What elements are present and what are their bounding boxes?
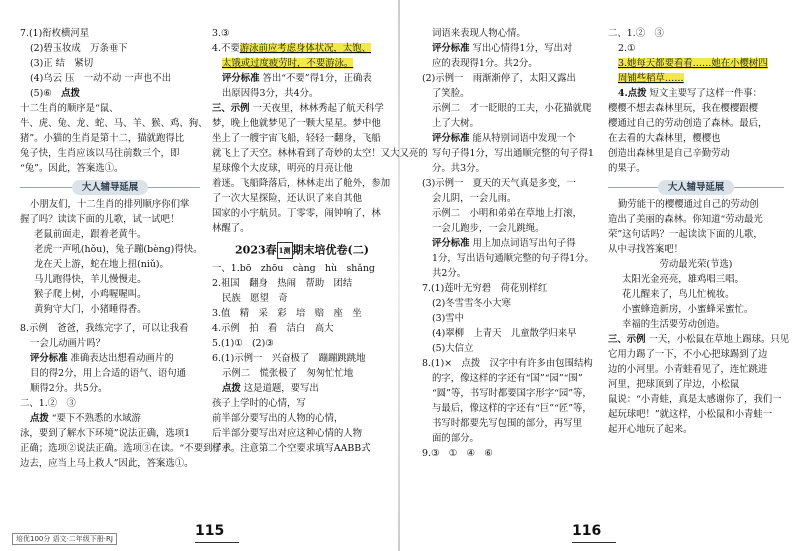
r-score2-2: 写句子得1分，写出通顺完整的句子得1 <box>432 148 594 159</box>
r2-body-6: 的果子。 <box>608 163 646 174</box>
q7-l1: 7.(1)衔枚横河星 <box>20 28 90 39</box>
r-q8-4: 与最后，像这样的字还有“巨”“匠”等， <box>432 403 592 414</box>
q8-l2: 一会儿动画片吗？ <box>30 338 106 349</box>
story-l6: 着迷。飞船降落后，林林走出了舱外，参加 <box>212 178 391 189</box>
r-intro: 词语来表现人物心情。 <box>432 28 526 39</box>
story-l9: 林醒了。 <box>212 223 250 234</box>
sec2-title: 二、1.② ③ <box>20 398 76 409</box>
q2-body-2: 泳，要到了解水下环境”说法正确，选项1 <box>20 428 191 439</box>
r2-poem-4: 幸福的生活要劳动创造。 <box>622 319 726 330</box>
r-q7-1: 7.(1)莲叶无穷碧 荷花别样红 <box>422 283 548 294</box>
q2-words-1: 2.祖国 翻身 热闹 帮助 团结 <box>212 278 353 289</box>
poem-2: 老虎一声吼(hǒu)，兔子蹦(bèng)得快。 <box>34 244 203 255</box>
poem-4: 马儿跑得快，羊儿慢慢走。 <box>34 274 147 285</box>
r2-body-2: 樱樱不想去森林里玩，我在樱樱跟樱 <box>608 103 759 114</box>
r2-story-7: 起开心地玩了起来。 <box>608 424 693 435</box>
right-col2 <box>608 26 790 437</box>
poem-3: 龙在天上游，蛇在地上扭(niǔ)。 <box>34 259 169 270</box>
r2-line4: 4.点拨 短文主要写了这样一件事： <box>618 88 763 99</box>
r2-body-4: 在去看的大森林里，樱樱也 <box>608 133 721 144</box>
q6-body-4: 后半部分要写出对应这种心情的人物 <box>212 428 363 439</box>
story-l8: 国家的小宇航员。丁零零，闹钟响了，林 <box>212 208 381 219</box>
r-ex3-1: (3)示例一 夏天的天气真是多变，一 <box>422 178 576 189</box>
q7-l2: (2)碧玉妆成 万条垂下 <box>30 43 128 54</box>
r-q8-5: 书写时都要先写包围的部分，再写里 <box>432 418 583 429</box>
story-l4: 就飞上了天空。林林看到了奇妙的太空！又大又亮的 <box>212 148 428 159</box>
r-score2-3: 分。共3分。 <box>432 163 485 174</box>
q7-l5: (5)⑥ 点拨 <box>30 88 80 99</box>
r-q8-6: 面的部分。 <box>432 433 479 444</box>
q7-body-5: “兔”。因此，答案选①。 <box>20 163 124 174</box>
r2-story-1: 三、示例 一天，小松鼠在草地上踢球。只见 <box>608 334 790 345</box>
q2-body-3: 正确；选项②说法正确。选项③在读。“不要到了水 <box>20 443 232 454</box>
r-q8-2: 的字，像这样的字还有“国”“园”“围” <box>432 373 583 384</box>
r-score3-3: 共2分。 <box>432 268 467 279</box>
q6-ex1: 6.(1)示例一 兴奋极了 蹦蹦跳跳地 <box>212 353 366 364</box>
r2-line2: 2.① <box>618 43 636 54</box>
r2-ext-4: 从中寻找答案吧！ <box>608 244 684 255</box>
r2-ext-2: 造出了美丽的森林。你知道“劳动最光 <box>608 214 763 225</box>
r-q8-1: 8.(1)× 点拨 汉字中有许多由包围结构 <box>422 358 593 369</box>
r2-story-5: 鼠说：“小青蛙，真是太感谢你了，我们一 <box>608 394 782 405</box>
r-score2: 评分标准 能从特别词语中发现一个 <box>432 133 576 144</box>
pinyin-row: 一、1.bō zhōu càng hù shǎng <box>212 263 375 274</box>
q7-body-4: 兔子快，生肖应该以马往前数三个，即 <box>20 148 180 159</box>
q7-body-1: 十二生肖的顺序是“鼠、 <box>20 103 119 114</box>
r2-poem-title: 劳动最光荣(节选) <box>659 259 733 270</box>
q6-ex2: 示例二 慌张极了 匆匆忙忙地 <box>222 368 354 379</box>
q3-words: 3.值 精 采 彩 培 赔 座 坐 <box>212 308 362 319</box>
r-q7-5: (5)大信立 <box>432 343 474 354</box>
r-ex1-1: (2)示例一 雨渐渐停了，太阳又露出 <box>422 73 576 84</box>
r-q9: 9.③ ① ④ ⑥ <box>422 448 493 459</box>
q6-body-2: 孩子上学时的心情，写 <box>212 398 306 409</box>
exam-title: 2023春 1测 期末培优卷(二) <box>212 242 392 259</box>
r-score1-2: 应的表现得1分。共2分。 <box>432 58 538 69</box>
q5-answers: 5.(1)① (2)③ <box>212 338 274 349</box>
q7-body-3: 猪”。小猫的生肖是第十二，猫就跑得比 <box>20 133 185 144</box>
r2-poem-3: 小蜜蜂造新房，小蜜蜂采蜜忙。 <box>622 304 754 315</box>
r2-story-2: 它用力踢了一下，不小心把球踢到了边 <box>608 349 768 360</box>
q6-body-3: 前半部分要写出的人物的心情， <box>212 413 344 424</box>
ext-banner: 大人辅导延展 <box>20 180 200 195</box>
r2-poem-1: 太阳光金亮亮，雄鸡唱三唱。 <box>622 274 744 285</box>
q7-body-2: 牛、虎、兔、龙、蛇、马、羊、猴、鸡、狗、 <box>20 118 208 129</box>
r2-line3b: 周铺些稻草…… <box>618 73 684 84</box>
r2-poem-2: 花儿醒来了，鸟儿忙梳妆。 <box>622 289 735 300</box>
r-ex2-2: 上了大树。 <box>432 118 479 129</box>
poem-1: 老鼠前面走，跟着老黄牛。 <box>34 229 147 240</box>
q2-tip-line: 点拨 “要下不熟悉的水域游 <box>30 413 141 424</box>
r-ex3-2: 会儿阴，一会儿雨。 <box>432 193 517 204</box>
q2-words-2: 民族 愿望 奇 <box>222 293 288 304</box>
left-col2 <box>212 26 428 456</box>
right-col1 <box>422 26 602 461</box>
ans4-score-2: 出原因得3分，共4分。 <box>222 88 319 99</box>
right-page <box>400 0 800 551</box>
r2-story-4: 河里，把球顶到了岸边，小松鼠 <box>608 379 740 390</box>
r-ex4-1: 示例二 小明和弟弟在草地上打滚， <box>432 208 583 219</box>
r-score1: 评分标准 写出心情得1分，写出对 <box>432 43 573 54</box>
r-ex4-2: 一会儿跑步，一会儿跳绳。 <box>432 223 545 234</box>
q8-score: 评分标准 准确表达出想看动画片的 <box>30 353 174 364</box>
ans4-score: 评分标准 答出“不要”得1分，正确表 <box>222 73 372 84</box>
q6-body-5: 样子。注意第二个空要求填写AABB式 <box>212 443 371 454</box>
r2-banner: 大人辅导延展 <box>608 180 784 195</box>
ext-intro-2: 握了吗？读读下面的儿歌，试一试吧！ <box>20 214 180 225</box>
r-score3: 评分标准 用上加点词语写出句子得 <box>432 238 576 249</box>
r2-story-6: 起玩球吧！”就这样，小松鼠和小青蛙一 <box>608 409 773 420</box>
r-q8-3: “圆”等，书写时都要国字形字“园”等， <box>432 388 592 399</box>
q8-l1: 8.示例 爸爸，我练完字了，可以让我看 <box>20 323 189 334</box>
ext-intro-1: 小朋友们，十二生肖的排列顺序你们掌 <box>30 199 190 210</box>
q7-l3: (3)正 结 紧切 <box>30 58 94 69</box>
q6-tip: 点拨 这是道题，要写出 <box>222 383 319 394</box>
poem-6: 黄狗守大门，小猪睡得香。 <box>34 304 147 315</box>
ans4-l1: 4.不要游泳前应考虑身体状况，太饱、 <box>212 43 371 54</box>
q4-words: 4.示例 拍 看 洁白 高大 <box>212 323 334 334</box>
page-number-left: 115 <box>195 523 239 543</box>
r2-body-3: 樱通过自己的劳动创造了森林。最后， <box>608 118 768 129</box>
r-q7-3: (3)雪中 <box>432 313 465 324</box>
r-ex2-1: 示例二 才一眨眼的工夫，小花猫就爬 <box>432 103 592 114</box>
r-score3-2: 1分，写出语句通顺完整的句子得1分。 <box>432 253 594 264</box>
r-q7-2: (2)冬雪雪冬小大寒 <box>432 298 511 309</box>
poem-5: 猴子爬上树，小鸡喔喔叫。 <box>34 289 147 300</box>
q2-body-4: 边去，应当上马上救人”因此，答案选①。 <box>20 458 194 469</box>
story-l7: 了一次大星探险，还认识了来自其他 <box>212 193 363 204</box>
ans3: 3.③ <box>212 28 230 39</box>
r-ex1-2: 了笑脸。 <box>432 88 470 99</box>
page-number-right: 116 <box>572 523 616 543</box>
r2-line3a: 3.她每天都要看看……她在小樱树四 <box>618 58 768 69</box>
story-l1: 三、示例 一天夜里，林林秀起了航天科学 <box>212 103 384 114</box>
r2-ext-1: 勤劳能干的樱樱通过自己的劳动创 <box>618 199 759 210</box>
story-l3: 坐上了一艘宇宙飞船，轻轻一翻身，飞船 <box>212 133 381 144</box>
story-l2: 梦，晚上他就梦见了一颗大星星。梦中他 <box>212 118 381 129</box>
r2-story-3: 边的小河里。小青蛙看见了，连忙跳进 <box>608 364 768 375</box>
r-q7-4: (4)翠柳 上青天 儿童散学归来早 <box>432 328 577 339</box>
q8-score-3: 顺得2分。共5分。 <box>30 383 108 394</box>
story-l5: 星球像个大皮球，明亮的月亮让他 <box>212 163 353 174</box>
r2-ext-3: 荣”这句话吗？一起读读下面的儿歌， <box>608 229 763 240</box>
q8-score-2: 目的得2分，用上合适的语气、语句通 <box>30 368 186 379</box>
r2-body-5: 创造出森林里是自己辛勤劳动 <box>608 148 730 159</box>
footer-label: 培优100分 语文·二年级下册·RJ <box>12 533 117 545</box>
r2-sec2: 二、1.② ③ <box>608 28 664 39</box>
q7-l4: (4)乌云 压 一动不动 一声也不出 <box>30 73 172 84</box>
ans4-l2: 太饿或过度疲劳时，不要游泳。 <box>222 58 354 69</box>
